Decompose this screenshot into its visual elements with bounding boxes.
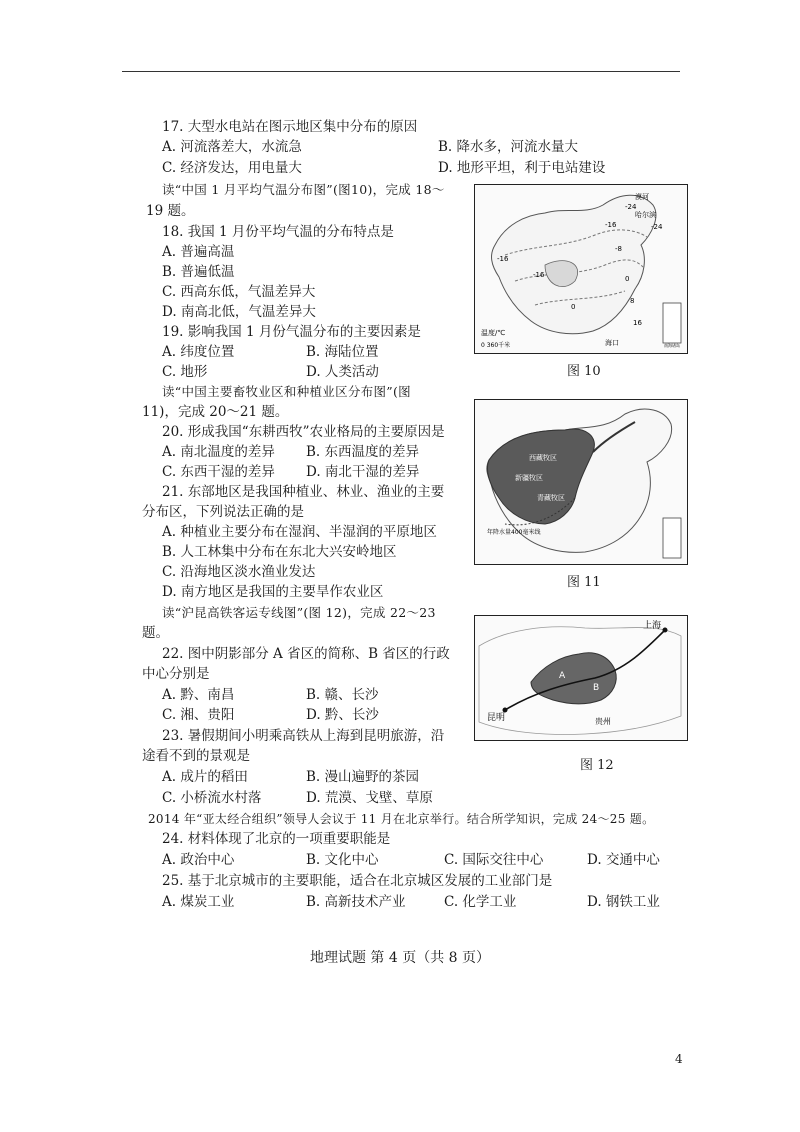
fig10-label-7: 8: [630, 297, 635, 305]
fig11-zone-qingzang: 青藏牧区: [537, 494, 565, 502]
fig11-zone-xizang: 西藏牧区: [529, 454, 557, 462]
q23-option-d: D. 荒漠、戈壁、草原: [306, 790, 433, 806]
q20-option-a: A. 南北温度的差异: [162, 444, 275, 460]
q23-option-a: A. 成片的稻田: [162, 769, 248, 785]
fig10-place-mohe: 漠河: [635, 193, 649, 201]
fig10-label-9: -24: [651, 223, 663, 231]
q21-stem-line2: 分布区，下列说法正确的是: [142, 504, 304, 520]
q17-option-d: D. 地形平坦，利于电站建设: [438, 160, 606, 176]
intro-22-line2: 题。: [142, 625, 169, 641]
q19-option-a: A. 纬度位置: [162, 344, 235, 360]
q20-stem: 20. 形成我国“东耕西牧”农业格局的主要原因是: [162, 424, 445, 440]
q21-option-c: C. 沿海地区淡水渔业发达: [162, 564, 316, 580]
q18-option-d: D. 南高北低，气温差异大: [162, 304, 316, 320]
intro-18-line2: 19 题。: [146, 203, 195, 219]
q23-option-b: B. 漫山遍野的茶园: [306, 769, 420, 785]
q20-option-b: B. 东西温度的差异: [306, 444, 420, 460]
q19-option-c: C. 地形: [162, 364, 208, 380]
fig12-label-b: B: [593, 683, 600, 693]
q25-option-b: B. 高新技术产业: [306, 894, 406, 910]
fig10-label-5: -8: [615, 245, 622, 253]
q25-stem: 25. 基于北京城市的主要职能，适合在北京城区发展的工业部门是: [162, 873, 553, 889]
q22-option-b: B. 赣、长沙: [306, 687, 379, 703]
fig10-label-3: -16: [605, 221, 617, 229]
q24-option-d: D. 交通中心: [587, 852, 660, 868]
q24-option-a: A. 政治中心: [162, 852, 235, 868]
q22-option-c: C. 湘、贵阳: [162, 707, 235, 723]
fig10-scale: 0 360千米: [481, 342, 511, 349]
figure-10-temperature-map: [474, 184, 688, 354]
fig10-label-10: 0: [571, 303, 576, 311]
q25-option-d: D. 钢铁工业: [587, 894, 660, 910]
header-rule: [122, 71, 680, 72]
q23-stem-line1: 23. 暑假期间小明乘高铁从上海到昆明旅游，沿: [162, 728, 445, 744]
fig10-label-1: -24: [625, 203, 637, 211]
q18-option-b: B. 普遍低温: [162, 264, 235, 280]
fig10-legend: 温度/℃: [481, 329, 506, 337]
q22-stem-line2: 中心分别是: [142, 666, 210, 682]
intro-20-line1: 读“中国主要畜牧业区和种植业区分布图”(图: [162, 384, 411, 399]
q24-option-c: C. 国际交往中心: [444, 852, 544, 868]
q22-option-d: D. 黔、长沙: [306, 707, 379, 723]
fig12-place-guangzhou: 贵州: [595, 717, 611, 726]
q21-option-b: B. 人工林集中分布在东北大兴安岭地区: [162, 544, 397, 560]
q17-stem: 17. 大型水电站在图示地区集中分布的原因: [162, 119, 418, 135]
q25-option-c: C. 化学工业: [444, 894, 517, 910]
q24-option-b: B. 文化中心: [306, 852, 379, 868]
intro-22-line1: 读“沪昆高铁客运专线图”(图 12)，完成 22～23: [162, 605, 436, 620]
q19-option-b: B. 海陆位置: [306, 344, 379, 360]
figure-12-railway-map: [474, 615, 688, 741]
fig10-place-haikou: 海口: [605, 339, 619, 347]
intro-24: 2014 年“亚太经合组织”领导人会议于 11 月在北京举行。结合所学知识，完成 24～25 题。: [148, 812, 655, 826]
fig11-zone-xinjiang: 新疆牧区: [515, 474, 543, 482]
figure-11-agriculture-map: [474, 399, 688, 565]
figure-12-caption: 图 12: [580, 758, 614, 773]
fig10-place-harbin: 哈尔滨: [635, 211, 656, 219]
fig10-label-4: -16: [533, 271, 545, 279]
q24-stem: 24. 材料体现了北京的一项重要职能是: [162, 831, 391, 847]
fig12-label-a: A: [559, 671, 566, 681]
q20-option-d: D. 南北干湿的差异: [306, 464, 420, 480]
q19-option-d: D. 人类活动: [306, 364, 379, 380]
q21-option-a: A. 种植业主要分布在湿润、半湿润的平原地区: [162, 524, 437, 540]
fig10-label-8: 16: [633, 319, 642, 327]
q22-option-a: A. 黔、南昌: [162, 687, 235, 703]
q17-option-c: C. 经济发达，用电量大: [162, 160, 302, 176]
fig11-rainfall-line: 年降水量400毫米线: [487, 529, 541, 536]
q21-stem-line1: 21. 东部地区是我国种植业、林业、渔业的主要: [162, 484, 445, 500]
fig12-place-kunming: 昆明: [487, 713, 506, 723]
fig10-place-south-sea: 南海诸岛: [664, 343, 680, 348]
q17-option-b: B. 降水多，河流水量大: [438, 139, 579, 155]
intro-18-line1: 读“中国 1 月平均气温分布图”(图10)，完成 18～: [162, 182, 445, 197]
figure-11-caption: 图 11: [567, 575, 601, 590]
q25-option-a: A. 煤炭工业: [162, 894, 235, 910]
q18-option-c: C. 西高东低，气温差异大: [162, 284, 316, 300]
q17-option-a: A. 河流落差大，水流急: [162, 139, 302, 155]
q23-option-c: C. 小桥流水村落: [162, 790, 262, 806]
q23-stem-line2: 途看不到的景观是: [142, 748, 250, 764]
q21-option-d: D. 南方地区是我国的主要旱作农业区: [162, 584, 384, 600]
q19-stem: 19. 影响我国 1 月份气温分布的主要因素是: [162, 324, 421, 340]
fig10-label-6: 0: [625, 275, 630, 283]
q20-option-c: C. 东西干湿的差异: [162, 464, 275, 480]
fig10-label-2: -16: [497, 255, 509, 263]
q22-stem-line1: 22. 图中阴影部分 A 省区的简称、B 省区的行政: [162, 646, 450, 662]
fig12-place-shanghai: 上海: [643, 621, 662, 631]
intro-20-line2: 11)，完成 20～21 题。: [142, 404, 289, 420]
figure-10-caption: 图 10: [567, 364, 601, 379]
q18-stem: 18. 我国 1 月份平均气温的分布特点是: [162, 224, 394, 240]
q18-option-a: A. 普遍高温: [162, 244, 235, 260]
page-footer: 地理试题 第 4 页（共 8 页）: [309, 950, 491, 966]
page-number: 4: [675, 1052, 683, 1066]
